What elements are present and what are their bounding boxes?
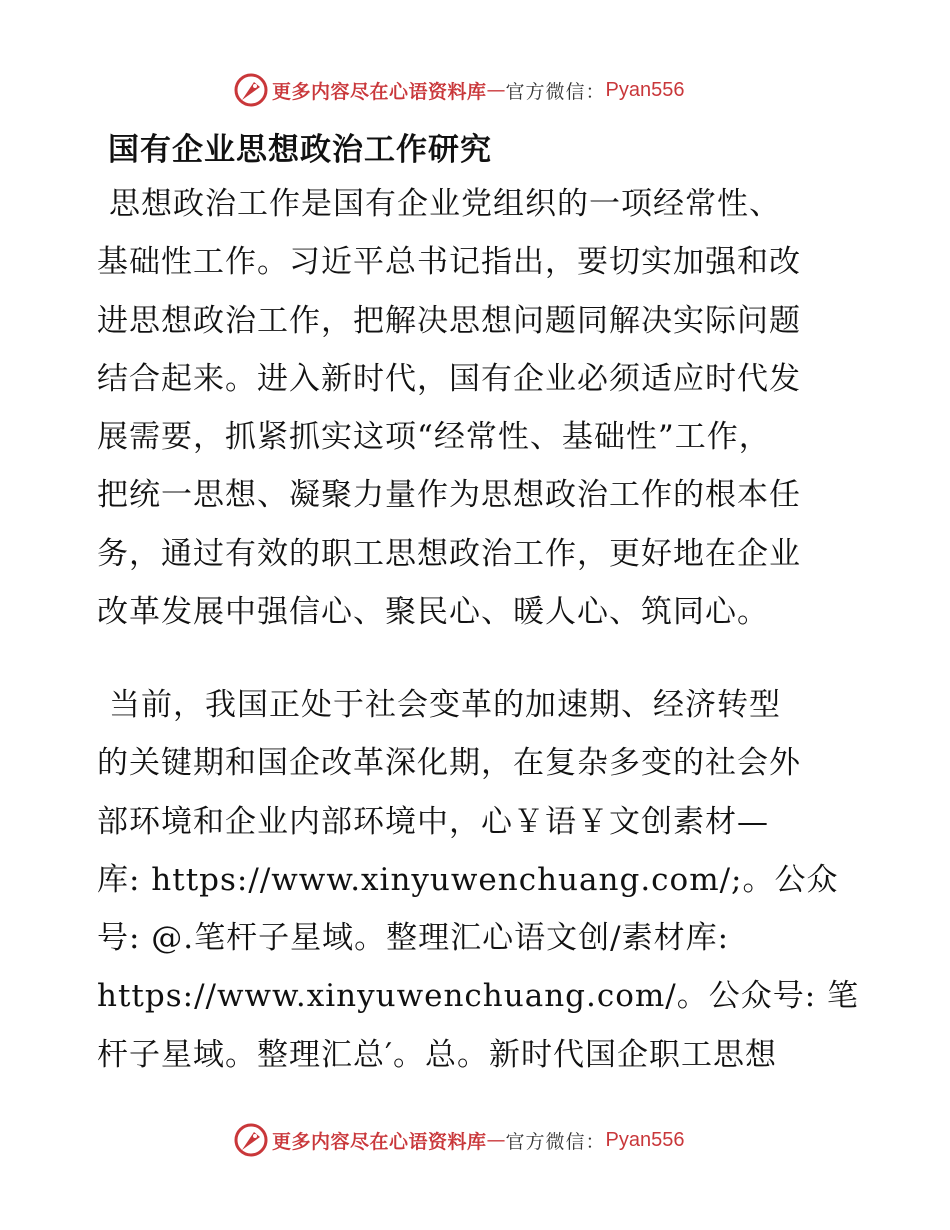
paragraph-line: 展需要，抓紧抓实这项“经常性、基础性”工作， [97,419,771,456]
paragraph-1 [97,175,851,641]
paragraph-line: 的关键期和国企改革深化期，在复杂多变的社会外 [97,745,801,782]
paragraph-2 [97,676,860,1084]
paragraph-line: 务，通过有效的职工思想政治工作，更好地在企业 [97,535,801,572]
banner-site-text: 更多内容尽在心语资料库 [272,1130,487,1153]
banner-wechat-label: 官方微信： [505,80,606,103]
document-title: 国有企业思想政治工作研究 [108,132,492,168]
banner-separator: — [486,79,506,101]
paragraph-line: 当前，我国正处于社会变革的加速期、经济转型 [109,687,781,723]
paragraph-line: 改革发展中强信心、聚民心、暖人心、筑同心。 [97,594,769,631]
paragraph-line: 库: https://www.xinyuwenchuang.com/;。公众 [97,861,839,898]
banner-wechat-handle: Pyan556 [605,78,685,101]
banner-site-text: 更多内容尽在心语资料库 [272,80,487,103]
paragraph-line: 思想政治工作是国有企业党组织的一项经常性、 [109,186,781,222]
paragraph-line: 把统一思想、凝聚力量作为思想政治工作的根本任 [97,477,801,514]
banner-wechat-handle: Pyan556 [605,1128,685,1151]
pen-nib-logo-icon [234,73,268,107]
header-banner [234,72,685,108]
footer-banner [234,1122,685,1158]
paragraph-line: 杆子星域。整理汇总′。总。新时代国企职工思想 [97,1036,778,1073]
banner-separator: — [486,1129,506,1151]
paragraph-line: 号: @.笔杆子星域。整理汇心语文创/素材库: [97,920,730,957]
banner-wechat-label: 官方微信： [505,1130,606,1153]
paragraph-line: https://www.xinyuwenchuang.com/。公众号: 笔 [97,978,860,1015]
paragraph-line: 进思想政治工作，把解决思想问题同解决实际问题 [97,302,801,339]
paragraph-line: 基础性工作。习近平总书记指出，要切实加强和改 [97,244,801,281]
paragraph-line: 结合起来。进入新时代，国有企业必须适应时代发 [97,360,801,397]
pen-nib-logo-icon [234,1123,268,1157]
paragraph-line: 部环境和企业内部环境中，心￥语￥文创素材— [97,803,769,840]
